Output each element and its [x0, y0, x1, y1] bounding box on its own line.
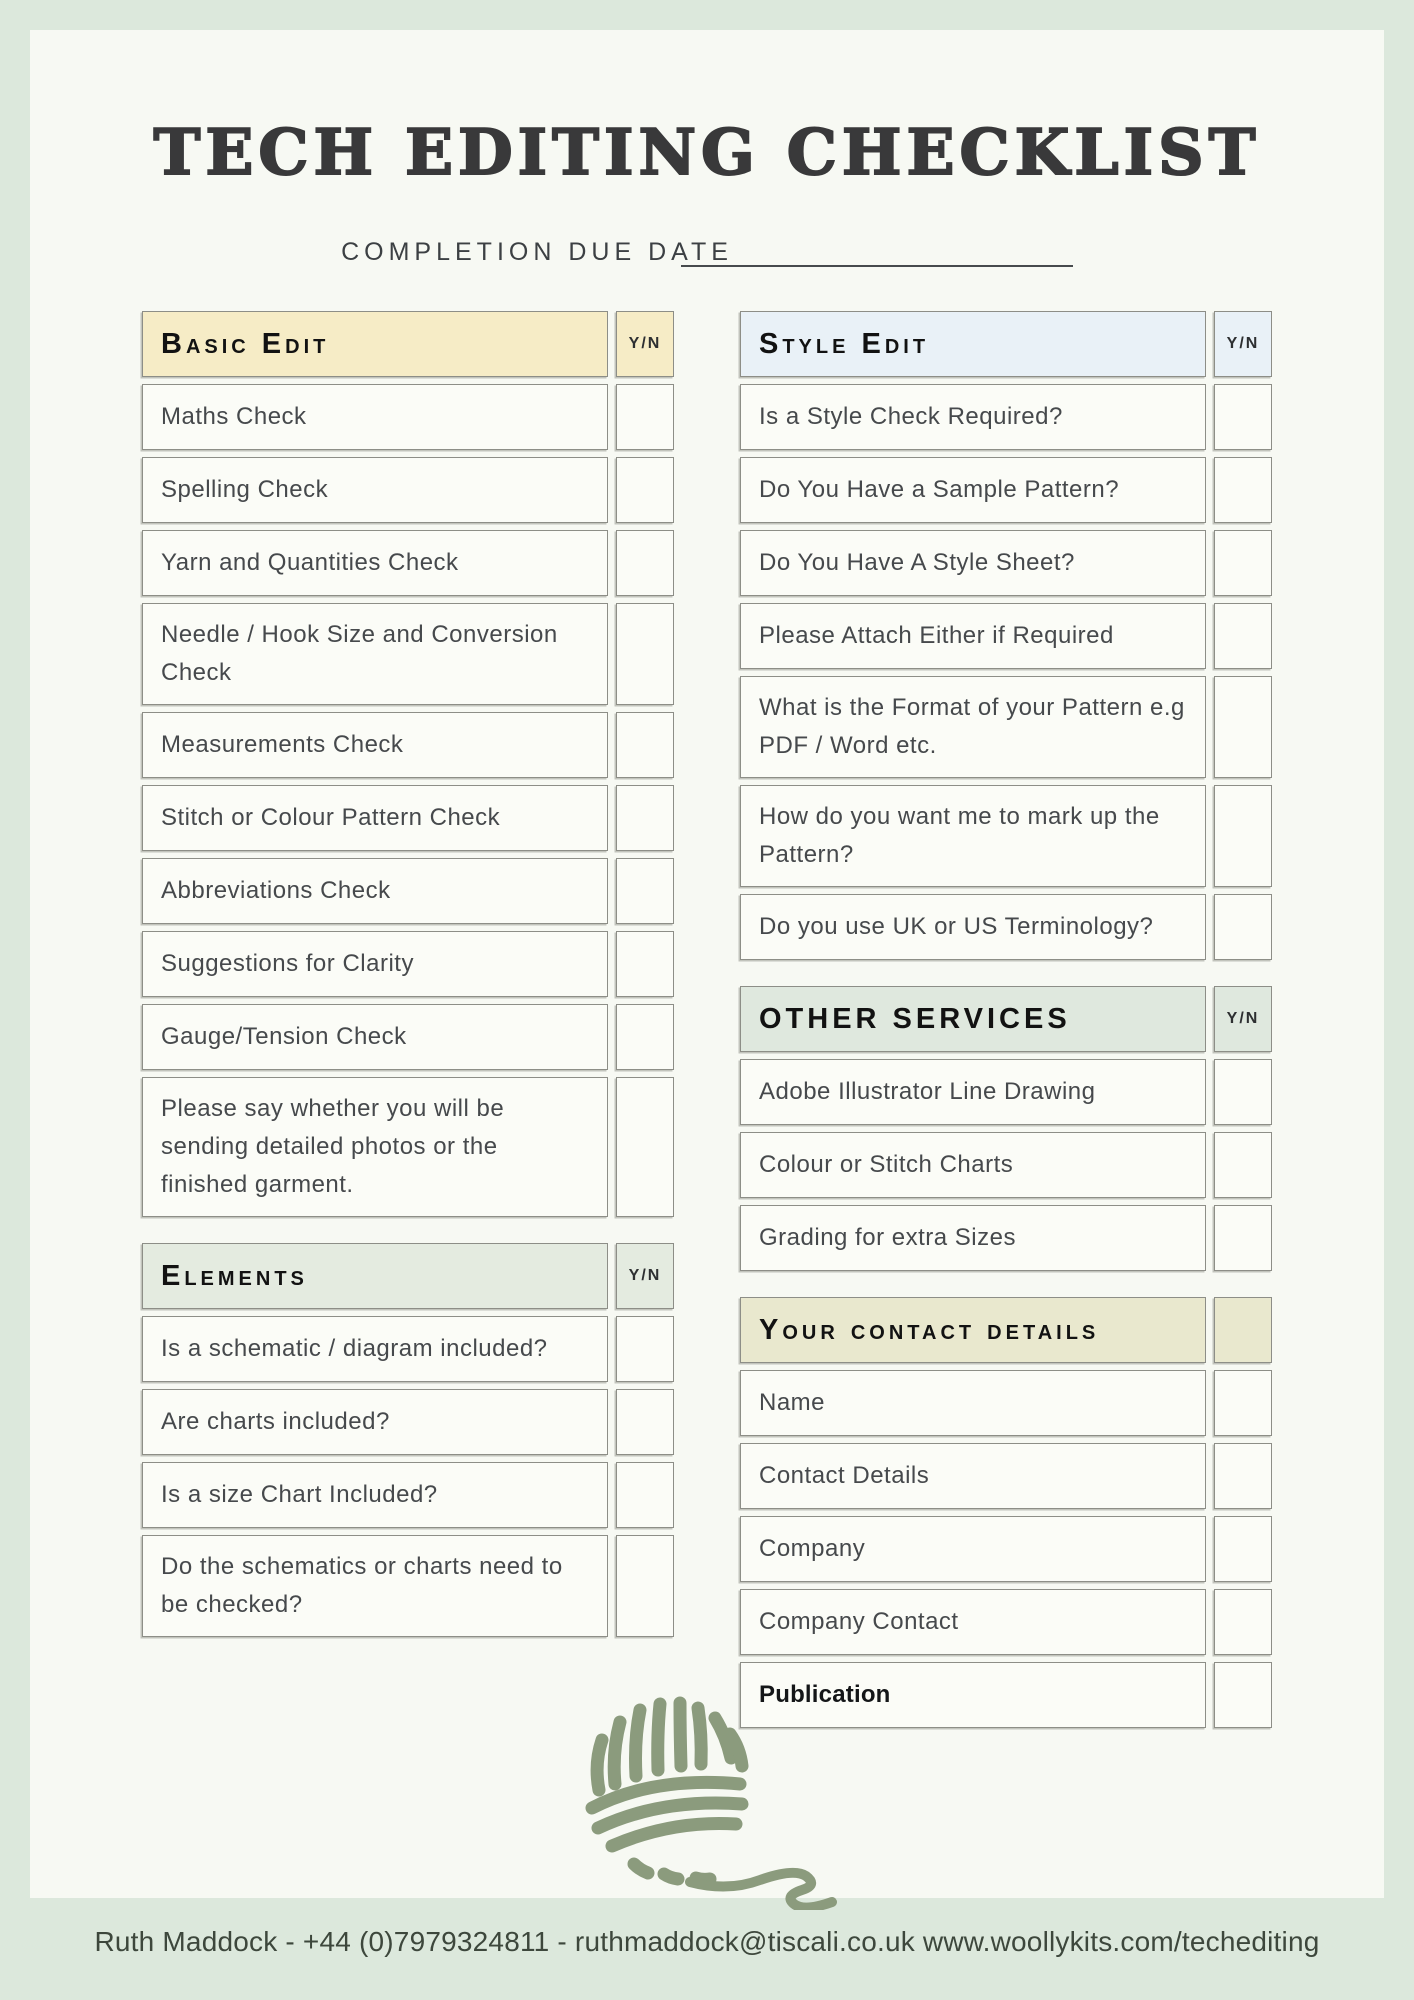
checklist-item-label: Adobe Illustrator Line Drawing [740, 1059, 1206, 1125]
checklist-item-label: Is a schematic / diagram included? [142, 1316, 608, 1382]
checklist-item-label: Is a size Chart Included? [142, 1462, 608, 1528]
basic-edit-yn-checkbox[interactable] [616, 712, 674, 778]
checklist-row [142, 530, 674, 596]
section-contact-details [740, 1297, 1272, 1728]
checklist-item-label: Is a Style Check Required? [740, 384, 1206, 450]
checklist-row [142, 712, 674, 778]
style-edit-yn-checkbox[interactable] [1214, 457, 1272, 523]
checklist-item-label: Do You Have a Sample Pattern? [740, 457, 1206, 523]
style-edit-yn-checkbox[interactable] [1214, 785, 1272, 887]
contact-details-yn-checkbox[interactable] [1214, 1589, 1272, 1655]
page-title: TECH EDITING CHECKLIST [153, 115, 1261, 189]
checklist-item-label: Do You Have A Style Sheet? [740, 530, 1206, 596]
due-date-label: COMPLETION DUE DATE [341, 238, 733, 266]
checklist-row [740, 384, 1272, 450]
style-edit-yn-header: Y/N [1214, 311, 1272, 377]
elements-yn-checkbox[interactable] [616, 1316, 674, 1382]
checklist-item-label: Please say whether you will be sending detailed photos or the finished garment. [142, 1077, 608, 1217]
checklist-item-label: Publication [740, 1662, 1206, 1728]
checklist-item-label: Please Attach Either if Required [740, 603, 1206, 669]
contact-details-yn-checkbox[interactable] [1214, 1443, 1272, 1509]
section-header-row [142, 311, 674, 377]
checklist-row [142, 1316, 674, 1382]
completion-due-date-row [30, 237, 1384, 267]
other-services-yn-checkbox[interactable] [1214, 1205, 1272, 1271]
right-column [740, 311, 1272, 1735]
checklist-item-label: Suggestions for Clarity [142, 931, 608, 997]
contact-details-header [740, 1297, 1206, 1363]
basic-edit-yn-checkbox[interactable] [616, 858, 674, 924]
checklist-item-label: Grading for extra Sizes [740, 1205, 1206, 1271]
section-basic-edit [142, 311, 674, 1217]
basic-edit-header [142, 311, 608, 377]
checklist-row [142, 384, 674, 450]
checklist-row [142, 858, 674, 924]
checklist-row [740, 603, 1272, 669]
style-edit-header [740, 311, 1206, 377]
checklist-item-label: Contact Details [740, 1443, 1206, 1509]
other-services-yn-checkbox[interactable] [1214, 1059, 1272, 1125]
checklist-row [740, 1205, 1272, 1271]
checklist-row [740, 1059, 1272, 1125]
checklist-row [740, 894, 1272, 960]
checklist-row [740, 530, 1272, 596]
elements-header [142, 1243, 608, 1309]
section-title: OTHER SERVICES [759, 1002, 1071, 1035]
section-header-row [740, 311, 1272, 377]
basic-edit-yn-checkbox[interactable] [616, 530, 674, 596]
other-services-yn-checkbox[interactable] [1214, 1132, 1272, 1198]
elements-yn-checkbox[interactable] [616, 1389, 674, 1455]
footer-contact-info: Ruth Maddock - +44 (0)7979324811 - ruthmaddock@tiscali.co.uk www.woollykits.com/techediting [94, 1926, 1320, 1957]
style-edit-yn-checkbox[interactable] [1214, 384, 1272, 450]
checklist-columns [30, 311, 1384, 1735]
section-elements [142, 1243, 674, 1637]
elements-yn-header: Y/N [616, 1243, 674, 1309]
checklist-item-label: Spelling Check [142, 457, 608, 523]
checklist-row [740, 676, 1272, 778]
checklist-row [142, 785, 674, 851]
section-title: Elements [161, 1259, 308, 1292]
checklist-row [740, 1589, 1272, 1655]
basic-edit-yn-header: Y/N [616, 311, 674, 377]
checklist-row [740, 1370, 1272, 1436]
basic-edit-yn-checkbox[interactable] [616, 785, 674, 851]
section-style-edit [740, 311, 1272, 960]
other-services-header [740, 986, 1206, 1052]
checklist-item-label: Are charts included? [142, 1389, 608, 1455]
checklist-item-label: Needle / Hook Size and Conversion Check [142, 603, 608, 705]
basic-edit-yn-checkbox[interactable] [616, 1077, 674, 1217]
checklist-item-label: What is the Format of your Pattern e.g PDF / Word etc. [740, 676, 1206, 778]
checklist-row [142, 457, 674, 523]
basic-edit-yn-checkbox[interactable] [616, 1004, 674, 1070]
checklist-row [142, 603, 674, 705]
checklist-item-label: Company Contact [740, 1589, 1206, 1655]
checklist-item-label: Colour or Stitch Charts [740, 1132, 1206, 1198]
section-other-services [740, 986, 1272, 1271]
checklist-item-label: Measurements Check [142, 712, 608, 778]
basic-edit-yn-checkbox[interactable] [616, 931, 674, 997]
basic-edit-yn-checkbox[interactable] [616, 384, 674, 450]
other-services-yn-header: Y/N [1214, 986, 1272, 1052]
checklist-row [740, 457, 1272, 523]
style-edit-yn-checkbox[interactable] [1214, 603, 1272, 669]
checklist-row [142, 1389, 674, 1455]
checklist-item-label: Maths Check [142, 384, 608, 450]
section-header-row [740, 1297, 1272, 1363]
style-edit-yn-checkbox[interactable] [1214, 894, 1272, 960]
contact-details-yn-checkbox[interactable] [1214, 1370, 1272, 1436]
checklist-row [740, 1516, 1272, 1582]
checklist-item-label: Company [740, 1516, 1206, 1582]
contact-details-yn-header [1214, 1297, 1272, 1363]
section-title: Your contact details [759, 1313, 1100, 1346]
checklist-item-label: Abbreviations Check [142, 858, 608, 924]
due-date-line[interactable] [681, 249, 1073, 267]
style-edit-yn-checkbox[interactable] [1214, 530, 1272, 596]
checklist-row [142, 1077, 674, 1217]
checklist-item-label: Do the schematics or charts need to be checked? [142, 1535, 608, 1637]
contact-details-yn-checkbox[interactable] [1214, 1516, 1272, 1582]
checklist-row [142, 1462, 674, 1528]
checklist-sheet [30, 30, 1384, 1898]
checklist-item-label: Gauge/Tension Check [142, 1004, 608, 1070]
checklist-row [740, 1132, 1272, 1198]
left-column [142, 311, 674, 1735]
checklist-item-label: Do you use UK or US Terminology? [740, 894, 1206, 960]
yarn-ball-icon [550, 1682, 842, 1910]
checklist-row [142, 931, 674, 997]
checklist-row [740, 1443, 1272, 1509]
elements-yn-checkbox[interactable] [616, 1535, 674, 1637]
elements-yn-checkbox[interactable] [616, 1462, 674, 1528]
section-header-row [142, 1243, 674, 1309]
checklist-item-label: Name [740, 1370, 1206, 1436]
basic-edit-yn-checkbox[interactable] [616, 603, 674, 705]
section-title: Basic Edit [161, 327, 330, 360]
style-edit-yn-checkbox[interactable] [1214, 676, 1272, 778]
checklist-item-label: Stitch or Colour Pattern Check [142, 785, 608, 851]
checklist-item-label: Yarn and Quantities Check [142, 530, 608, 596]
checklist-row [142, 1535, 674, 1637]
checklist-row [740, 785, 1272, 887]
section-title: Style Edit [759, 327, 930, 360]
checklist-item-label: How do you want me to mark up the Pattern? [740, 785, 1206, 887]
contact-details-yn-checkbox[interactable] [1214, 1662, 1272, 1728]
basic-edit-yn-checkbox[interactable] [616, 457, 674, 523]
section-header-row [740, 986, 1272, 1052]
checklist-row [142, 1004, 674, 1070]
